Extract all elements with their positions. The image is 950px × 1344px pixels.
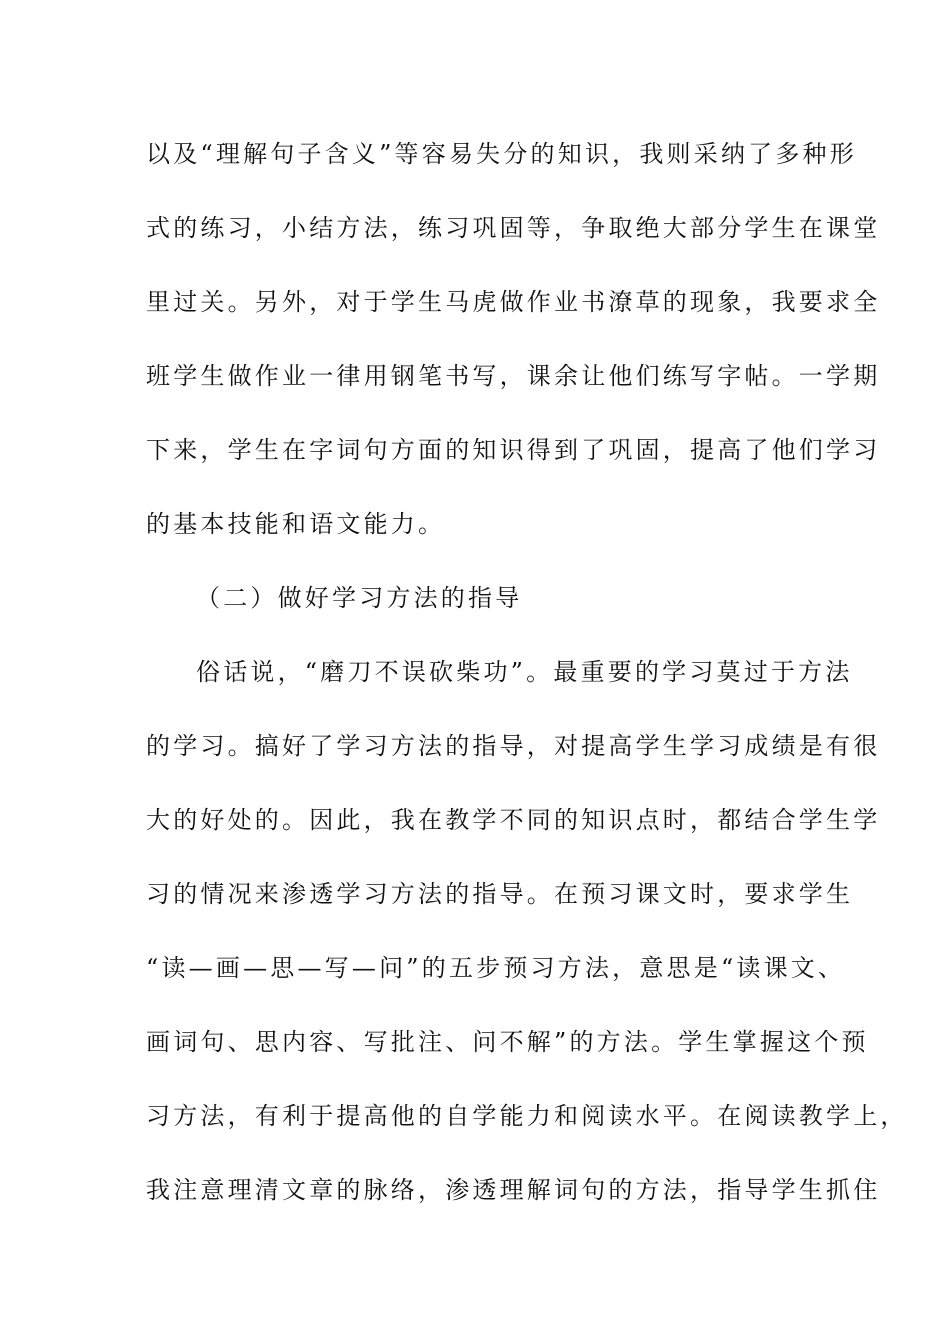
body-text <box>146 129 908 1239</box>
text-line: “读—画—思—写—问”的五步预习方法，意思是“读课文、 <box>146 954 846 982</box>
section-heading: （二）做好学习方法的指导 <box>196 584 523 612</box>
text-line: 里过关。另外，对于学生马虎做作业书潦草的现象，我要求全 <box>146 288 881 316</box>
text-line: 式的练习，小结方法，练习巩固等，争取绝大部分学生在课堂 <box>146 214 881 242</box>
text-line: 的学习。搞好了学习方法的指导，对提高学生学习成绩是有很 <box>146 732 881 760</box>
text-line: 画词句、思内容、写批注、问不解”的方法。学生掌握这个预 <box>146 1028 869 1056</box>
text-line: 习方法，有利于提高他的自学能力和阅读水平。在阅读教学上， <box>146 1102 908 1130</box>
text-line: 的基本技能和语文能力。 <box>146 510 446 538</box>
text-line: 习的情况来渗透学习方法的指导。在预习课文时，要求学生 <box>146 880 854 908</box>
text-line: 下来，学生在字词句方面的知识得到了巩固，提高了他们学习 <box>146 436 881 464</box>
text-line: 我注意理清文章的脉络，渗透理解词句的方法，指导学生抓住 <box>146 1176 881 1204</box>
text-line: 班学生做作业一律用钢笔书写，课余让他们练写字帖。一学期 <box>146 362 881 390</box>
text-line: 大的好处的。因此，我在教学不同的知识点时，都结合学生学 <box>146 806 881 834</box>
text-line: 俗话说，“磨刀不误砍柴功”。最重要的学习莫过于方法 <box>196 658 853 686</box>
text-line: 以及“理解句子含义”等容易失分的知识，我则采纳了多种形 <box>146 140 857 168</box>
